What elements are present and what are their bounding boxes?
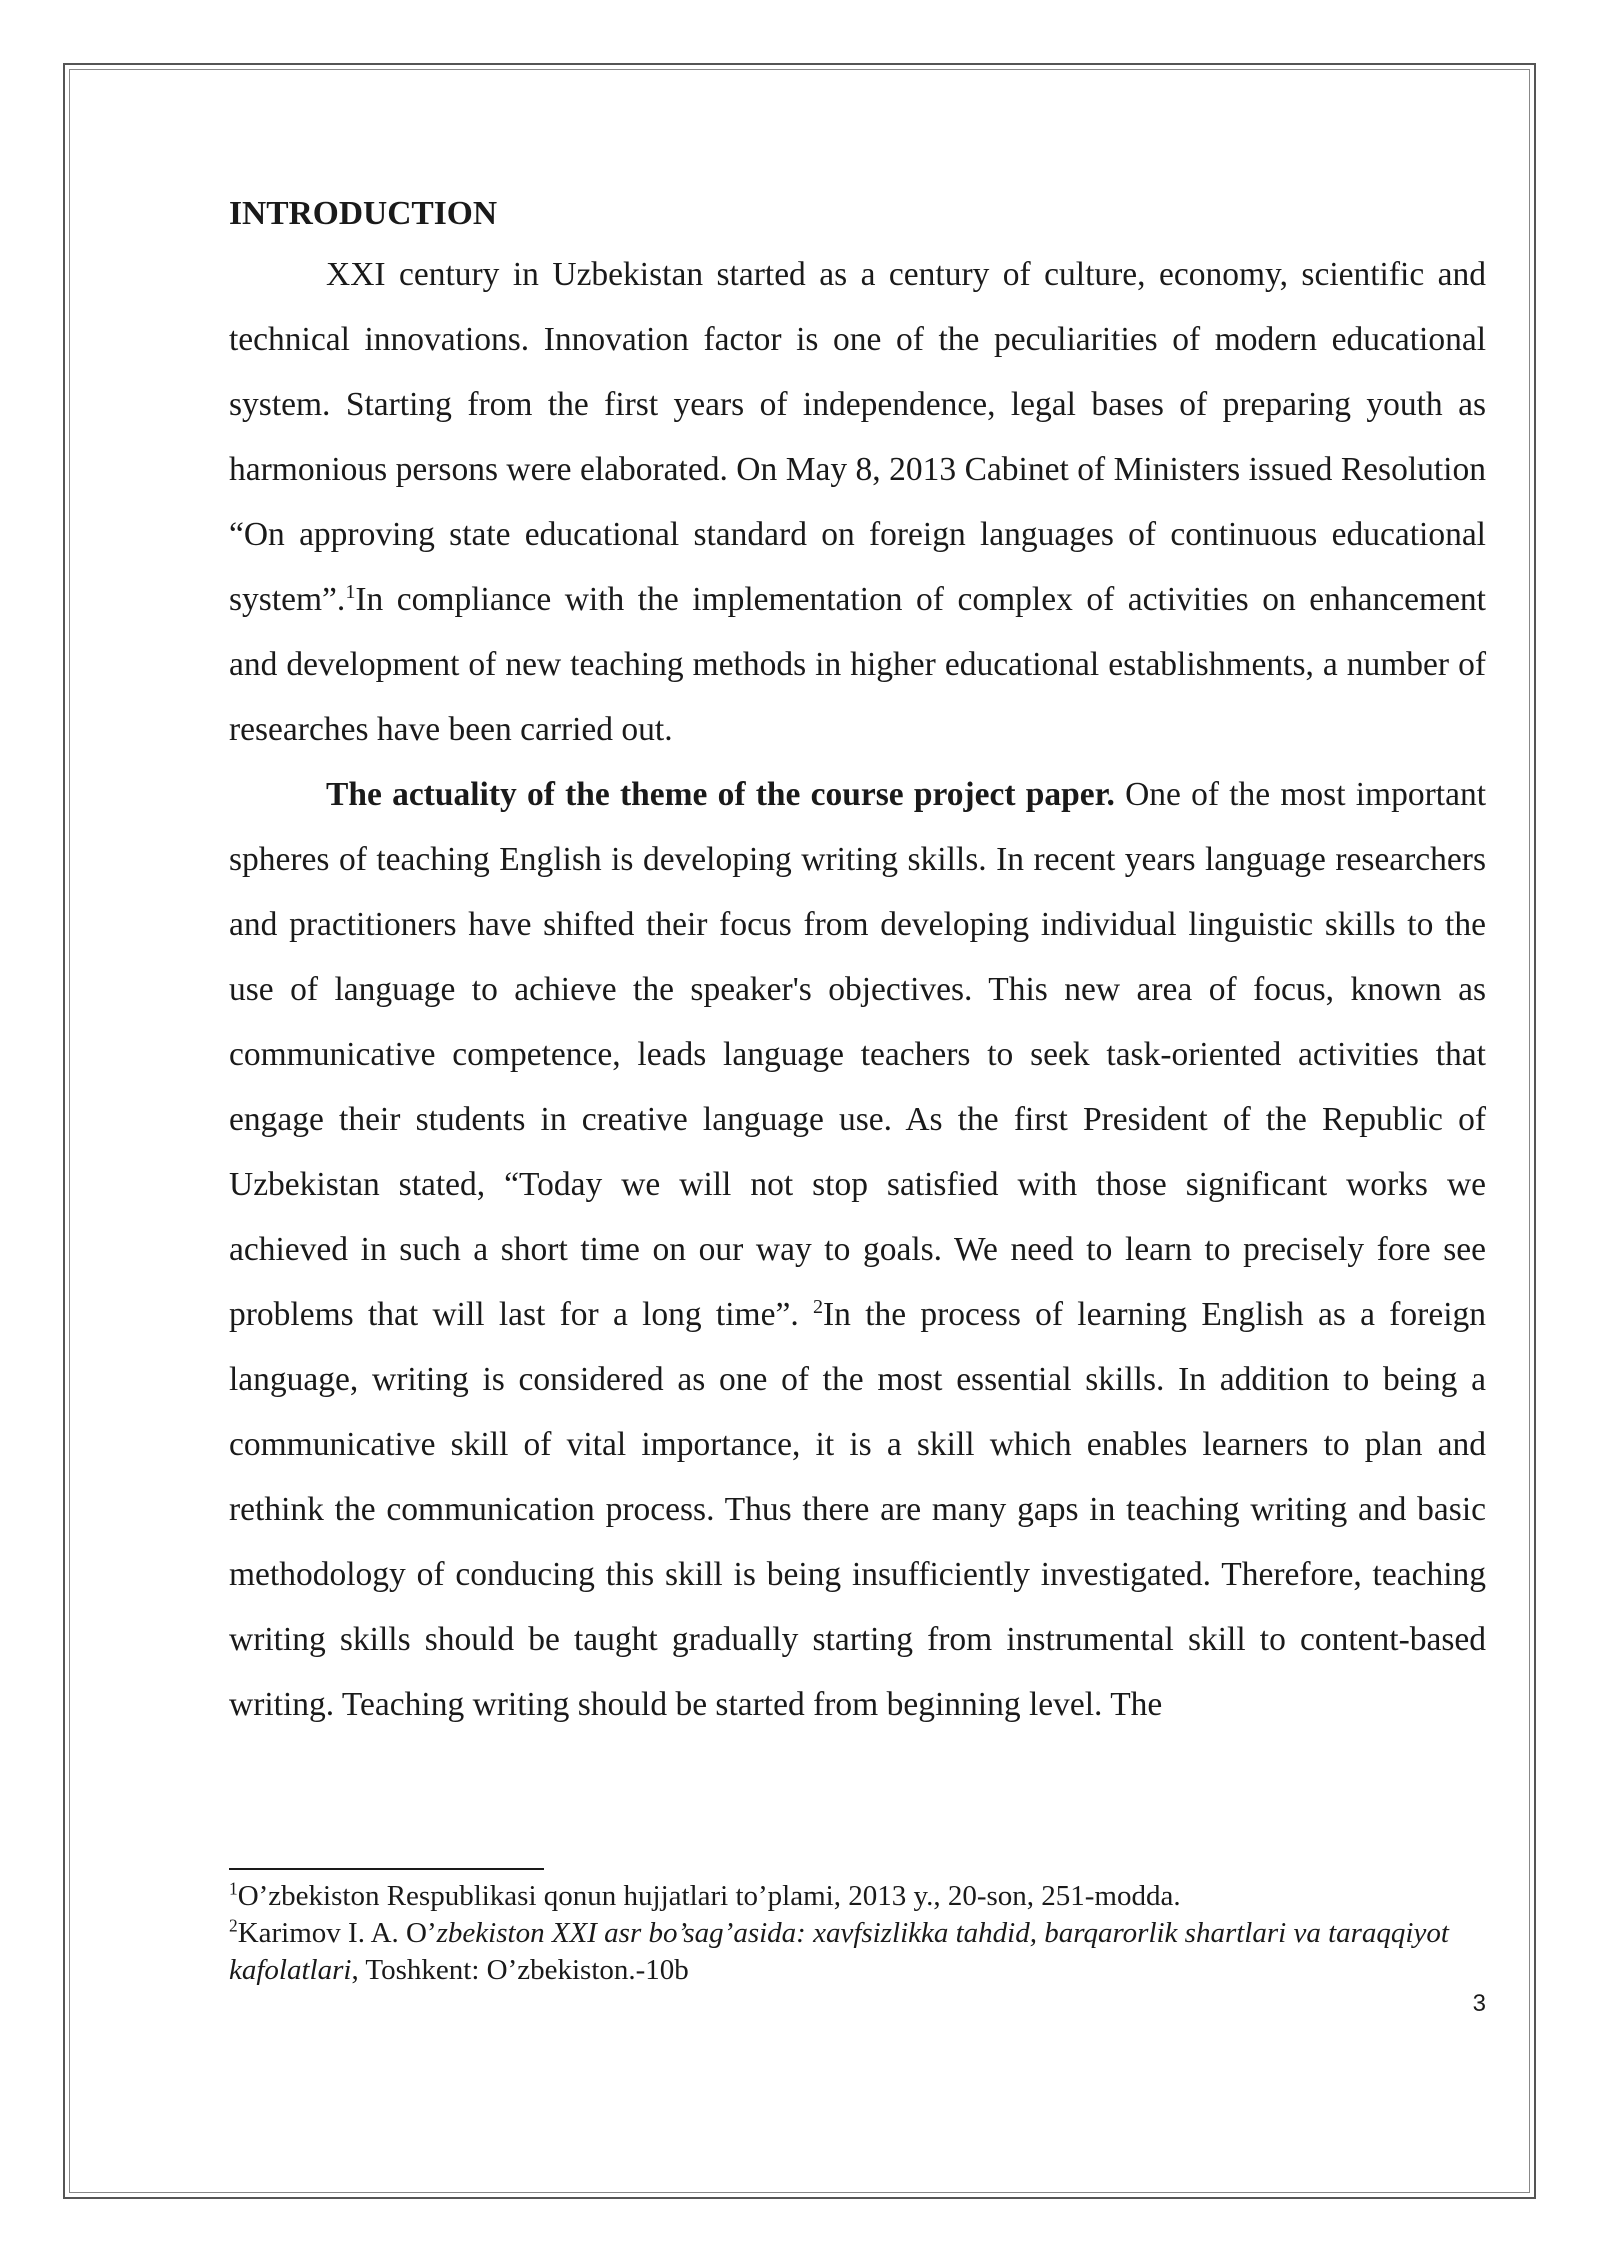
footnotes [229, 1878, 1486, 1989]
footnote-1 [229, 1878, 1486, 1915]
footnote-ref-2[interactable]: 2 [812, 1295, 824, 1318]
footnote-2-marker: 2 [229, 1915, 238, 1936]
footnote-2-text: Karimov I. A. O’ [237, 1917, 437, 1949]
paragraph-actuality-text: One of the most important spheres of teaching English is developing writing skills. In recent years language researchers and practitioners have shifted their focus from developing individual linguistic skills to the use of language to achieve the speaker's objectives. This new area of focus, known as communicative competence, leads language teachers to seek task-oriented activities that engage their students in creative language use. As the first President of the Republic of Uzbekistan stated, “Today we will not stop satisfied with those significant works we achieved in such a short time on our way to goals. We need to learn to precisely fore see problems that will last for a long time”. [229, 776, 1486, 1333]
footnote-1-text: O’zbekiston Respublikasi qonun hujjatlari to’plami, 2013 y., 20-son, 251-modda. [237, 1880, 1181, 1912]
footnote-ref-1[interactable]: 1 [345, 580, 356, 603]
page-number: 3 [1472, 1990, 1486, 2017]
footnote-2-title: zbekiston XXI asr bo’sag’asida: xavfsizlikka tahdid, barqarorlik shartlari va taraqqiyot kafolatlari [229, 1917, 1449, 1986]
footnote-1-marker: 1 [229, 1878, 238, 1899]
footnote-2 [229, 1915, 1486, 1989]
footnote-separator [229, 1868, 544, 1870]
body-text [229, 186, 1486, 1737]
footnote-2-tail: , Toshkent: O’zbekiston.-10b [351, 1954, 689, 1986]
paragraph-intro [229, 242, 1486, 762]
actuality-lead: The actuality of the theme of the course project paper. [326, 776, 1115, 813]
paragraph-actuality [229, 762, 1486, 1737]
section-heading: INTRODUCTION [229, 195, 498, 232]
paragraph-intro-text: XXI century in Uzbekistan started as a century of culture, economy, scientific and technical innovations. Innovation factor is one of the peculiarities of modern educational system. Starting from the first years of independence, legal bases of preparing youth as harmonious persons were elaborated. On May 8, 2013 Cabinet of Ministers issued Resolution “On approving state educational standard on foreign languages of continuous educational system”. [229, 256, 1486, 618]
paragraph-intro-text-cont: In compliance with the implementation of complex of activities on enhancement and development of new teaching methods in higher educational establishments, a number of researches have been carried out. [229, 581, 1486, 748]
paragraph-actuality-text-cont: In the process of learning English as a foreign language, writing is considered as one of the most essential skills. In addition to being a communicative skill of vital importance, it is a skill which enables learners to plan and rethink the communication process. Thus there are many gaps in teaching writing and basic methodology of conducing this skill is being insufficiently investigated. Therefore, teaching writing skills should be taught gradually starting from instrumental skill to content-based writing. Teaching writing should be started from beginning level. The [229, 1296, 1486, 1723]
